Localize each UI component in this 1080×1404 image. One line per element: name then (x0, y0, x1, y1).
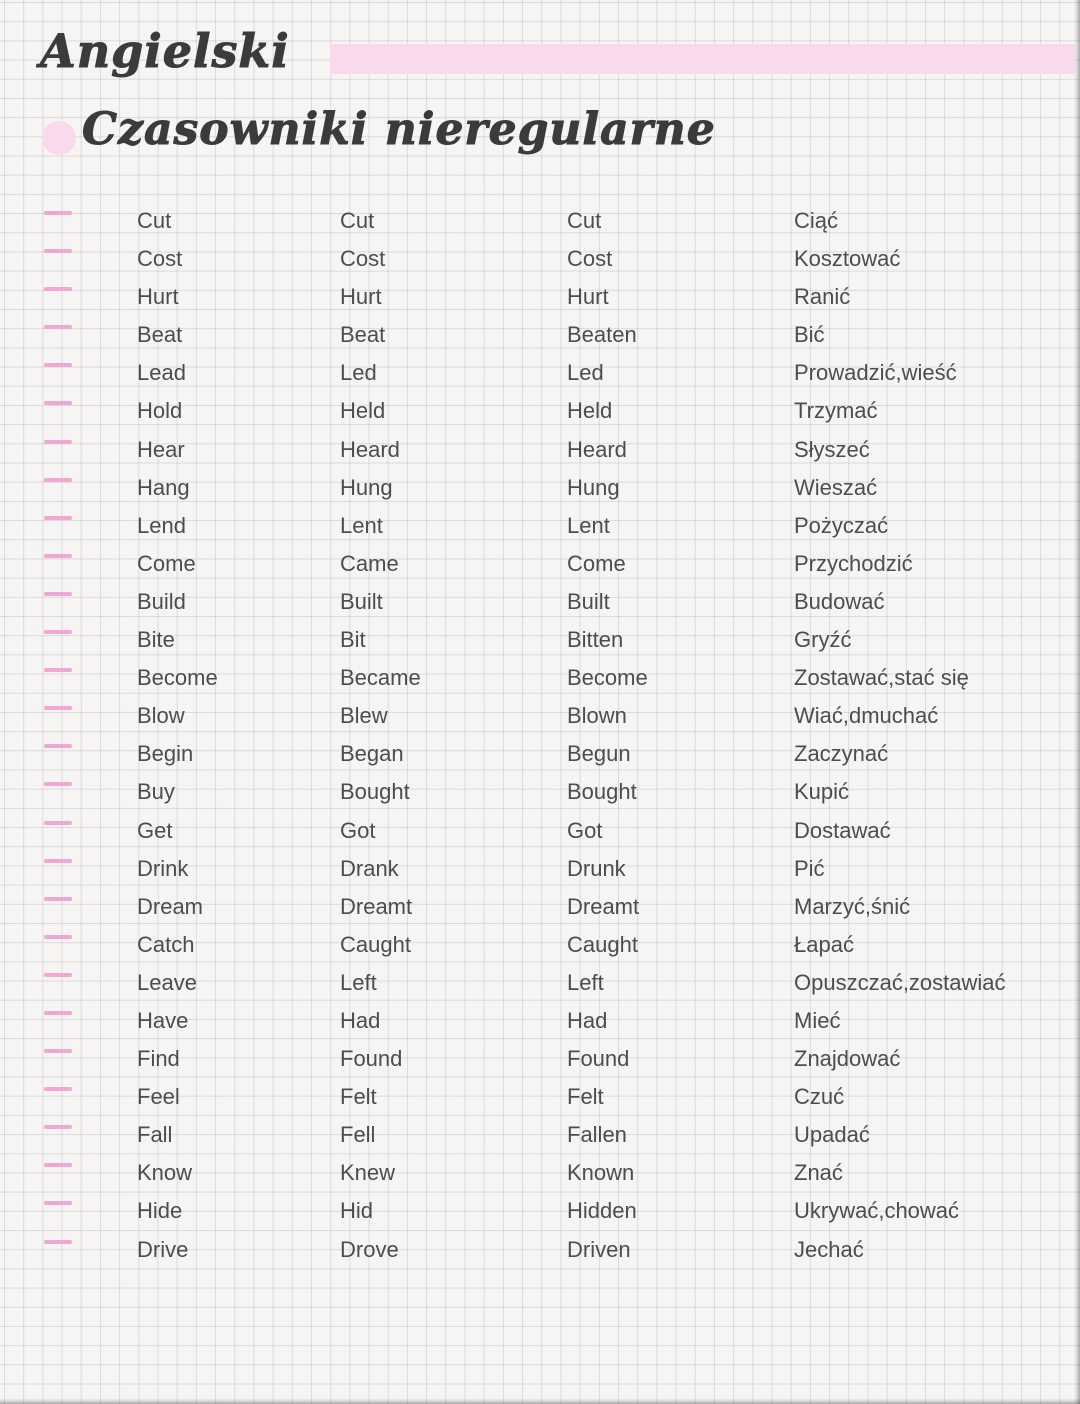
verb-base-form: Bite (137, 627, 175, 653)
verb-translation: Zaczynać (794, 741, 889, 767)
verb-past-simple: Hung (340, 474, 393, 500)
verb-past-participle: Drunk (567, 855, 626, 881)
verb-table (0, 202, 1080, 1269)
row-marker-dash (44, 973, 72, 977)
verb-base-form: Hide (137, 1198, 183, 1224)
row-marker-dash (44, 1125, 72, 1129)
row-marker-dash (44, 859, 72, 863)
verb-past-participle: Known (567, 1160, 635, 1186)
verb-row (0, 697, 1080, 735)
verb-past-simple: Blew (340, 703, 388, 729)
verb-row (0, 545, 1080, 583)
row-marker-dash (44, 744, 72, 748)
verb-row (0, 621, 1080, 659)
verb-base-form: Drive (137, 1236, 189, 1262)
verb-translation: Gryźć (794, 627, 852, 653)
verb-past-participle: Held (567, 398, 613, 424)
page-edge-shadow-right (1074, 0, 1080, 1404)
row-marker-dash (44, 478, 72, 482)
verb-base-form: Come (137, 550, 196, 576)
subtitle-bullet-icon (42, 121, 76, 155)
verb-base-form: Drink (137, 855, 189, 881)
verb-past-participle: Become (567, 665, 648, 691)
verb-base-form: Fall (137, 1122, 173, 1148)
verb-row (0, 1002, 1080, 1040)
verb-past-simple: Hid (340, 1198, 374, 1224)
verb-past-simple: Got (340, 817, 376, 843)
verb-base-form: Cost (137, 246, 183, 272)
verb-translation: Kupić (794, 779, 850, 805)
verb-base-form: Cut (137, 208, 172, 233)
row-marker-dash (44, 363, 72, 367)
row-marker-dash (44, 211, 72, 215)
verb-past-simple: Caught (340, 931, 411, 957)
row-marker-dash (44, 1201, 72, 1205)
verb-translation: Trzymać (794, 398, 878, 424)
verb-base-form: Beat (137, 322, 183, 348)
verb-past-participle: Caught (567, 931, 638, 957)
row-marker-dash (44, 782, 72, 786)
verb-base-form: Have (137, 1007, 189, 1033)
verb-past-participle: Bitten (567, 627, 624, 653)
verb-past-participle: Beaten (567, 322, 637, 348)
verb-row (0, 926, 1080, 964)
verb-row (0, 1192, 1080, 1230)
verb-translation: Jechać (794, 1236, 864, 1262)
verb-past-simple: Cost (340, 246, 386, 272)
verb-base-form: Build (137, 588, 186, 614)
row-marker-dash (44, 554, 72, 558)
verb-translation: Ranić (794, 284, 851, 310)
verb-past-participle: Led (567, 360, 604, 386)
verb-past-simple: Led (340, 360, 377, 386)
verb-row (0, 1116, 1080, 1154)
row-marker-dash (44, 630, 72, 634)
verb-past-participle: Hidden (567, 1198, 637, 1224)
verb-translation: Ukrywać,chować (794, 1198, 960, 1224)
verb-past-participle: Cost (567, 246, 613, 272)
verb-past-simple: Hurt (340, 284, 382, 310)
verb-base-form: Dream (137, 893, 204, 919)
verb-past-simple: Came (340, 550, 399, 576)
verb-translation: Pić (794, 855, 825, 881)
verb-past-simple: Bought (340, 779, 410, 805)
verb-translation: Przychodzić (794, 550, 913, 576)
verb-past-participle: Bought (567, 779, 637, 805)
verb-row (0, 964, 1080, 1002)
verb-base-form: Hang (137, 474, 190, 500)
verb-row (0, 850, 1080, 888)
verb-past-simple: Bit (340, 627, 366, 653)
verb-translation: Budować (794, 588, 885, 614)
verb-translation: Opuszczać,zostawiać (794, 969, 1006, 995)
verb-row (0, 202, 1080, 240)
verb-past-simple: Found (340, 1046, 403, 1072)
row-marker-dash (44, 592, 72, 596)
verb-base-form: Lend (137, 512, 186, 538)
verb-translation: Dostawać (794, 817, 891, 843)
verb-past-participle: Begun (567, 741, 631, 767)
verb-row (0, 278, 1080, 316)
verb-row (0, 1154, 1080, 1192)
verb-base-form: Begin (137, 741, 194, 767)
verb-row (0, 1078, 1080, 1116)
row-marker-dash (44, 516, 72, 520)
verb-row (0, 507, 1080, 545)
verb-base-form: Become (137, 665, 218, 691)
verb-base-form: Know (137, 1160, 193, 1186)
row-marker-dash (44, 325, 72, 329)
verb-past-participle: Felt (567, 1084, 604, 1110)
row-marker-dash (44, 1163, 72, 1167)
verb-row (0, 469, 1080, 507)
verb-translation: Słyszeć (794, 436, 870, 462)
verb-translation: Znajdować (794, 1046, 901, 1072)
row-marker-dash (44, 401, 72, 405)
verb-translation: Marzyć,śnić (794, 893, 911, 919)
verb-past-simple: Beat (340, 322, 386, 348)
verb-past-participle: Cut (567, 208, 602, 233)
verb-past-participle: Got (567, 817, 603, 843)
verb-past-participle: Fallen (567, 1122, 627, 1148)
verb-past-participle: Blown (567, 703, 627, 729)
verb-row (0, 392, 1080, 430)
verb-past-participle: Built (567, 588, 610, 614)
verb-translation: Pożyczać (794, 512, 889, 538)
verb-past-simple: Knew (340, 1160, 396, 1186)
verb-translation: Prowadzić,wieść (794, 360, 957, 386)
verb-row (0, 354, 1080, 392)
verb-translation: Znać (794, 1160, 843, 1186)
row-marker-dash (44, 1011, 72, 1015)
row-marker-dash (44, 249, 72, 253)
verb-past-participle: Had (567, 1007, 608, 1033)
row-marker-dash (44, 897, 72, 901)
verb-base-form: Blow (137, 703, 185, 729)
verb-past-participle: Hung (567, 474, 620, 500)
title-highlight-bar (330, 44, 1075, 74)
row-marker-dash (44, 1049, 72, 1053)
verb-past-simple: Heard (340, 436, 400, 462)
verb-row (0, 240, 1080, 278)
verb-row (0, 316, 1080, 354)
verb-past-simple: Cut (340, 208, 375, 233)
page-edge-shadow-bottom (0, 1398, 1080, 1404)
verb-past-simple: Had (340, 1007, 381, 1033)
verb-translation: Kosztować (794, 246, 901, 272)
verb-base-form: Catch (137, 931, 195, 957)
verb-past-simple: Held (340, 398, 386, 424)
verb-past-simple: Drove (340, 1236, 399, 1262)
verb-past-participle: Driven (567, 1236, 631, 1262)
verb-row (0, 583, 1080, 621)
verb-base-form: Hurt (137, 284, 179, 310)
verb-base-form: Hold (137, 398, 183, 424)
verb-translation: Wiać,dmuchać (794, 703, 939, 729)
verb-past-simple: Felt (340, 1084, 377, 1110)
verb-row (0, 1231, 1080, 1269)
verb-base-form: Feel (137, 1084, 180, 1110)
verb-translation: Mieć (794, 1007, 841, 1033)
verb-base-form: Lead (137, 360, 186, 386)
row-marker-dash (44, 440, 72, 444)
row-marker-dash (44, 1240, 72, 1244)
verb-past-participle: Found (567, 1046, 630, 1072)
verb-base-form: Get (137, 817, 173, 843)
verb-past-participle: Hurt (567, 284, 609, 310)
verb-row (0, 659, 1080, 697)
verb-past-simple: Began (340, 741, 404, 767)
row-marker-dash (44, 935, 72, 939)
verb-row (0, 888, 1080, 926)
verb-translation: Upadać (794, 1122, 870, 1148)
verb-past-participle: Heard (567, 436, 627, 462)
verb-row (0, 431, 1080, 469)
verb-base-form: Hear (137, 436, 185, 462)
row-marker-dash (44, 821, 72, 825)
verb-past-participle: Lent (567, 512, 610, 538)
row-marker-dash (44, 287, 72, 291)
verb-base-form: Buy (137, 779, 175, 805)
verb-translation: Wieszać (794, 474, 878, 500)
verb-translation: Bić (794, 322, 825, 348)
verb-row (0, 735, 1080, 773)
verb-row (0, 1040, 1080, 1078)
verb-past-participle: Left (567, 969, 604, 995)
verb-translation: Ciąć (794, 208, 839, 233)
verb-past-participle: Dreamt (567, 893, 640, 919)
verb-past-simple: Left (340, 969, 377, 995)
verb-translation: Łapać (794, 931, 854, 957)
row-marker-dash (44, 1087, 72, 1091)
verb-past-simple: Became (340, 665, 421, 691)
verb-past-simple: Drank (340, 855, 399, 881)
verb-base-form: Leave (137, 969, 197, 995)
verb-past-simple: Dreamt (340, 893, 413, 919)
page-title: Angielski (40, 24, 290, 78)
verb-past-participle: Come (567, 550, 626, 576)
verb-row (0, 812, 1080, 850)
verb-row (0, 773, 1080, 811)
page-subtitle: Czasowniki nieregularne (82, 104, 716, 155)
verb-base-form: Find (137, 1046, 180, 1072)
verb-past-simple: Lent (340, 512, 383, 538)
verb-past-simple: Built (340, 588, 383, 614)
verb-translation: Czuć (794, 1084, 845, 1110)
row-marker-dash (44, 706, 72, 710)
verb-past-simple: Fell (340, 1122, 376, 1148)
verb-translation: Zostawać,stać się (794, 665, 969, 691)
row-marker-dash (44, 668, 72, 672)
